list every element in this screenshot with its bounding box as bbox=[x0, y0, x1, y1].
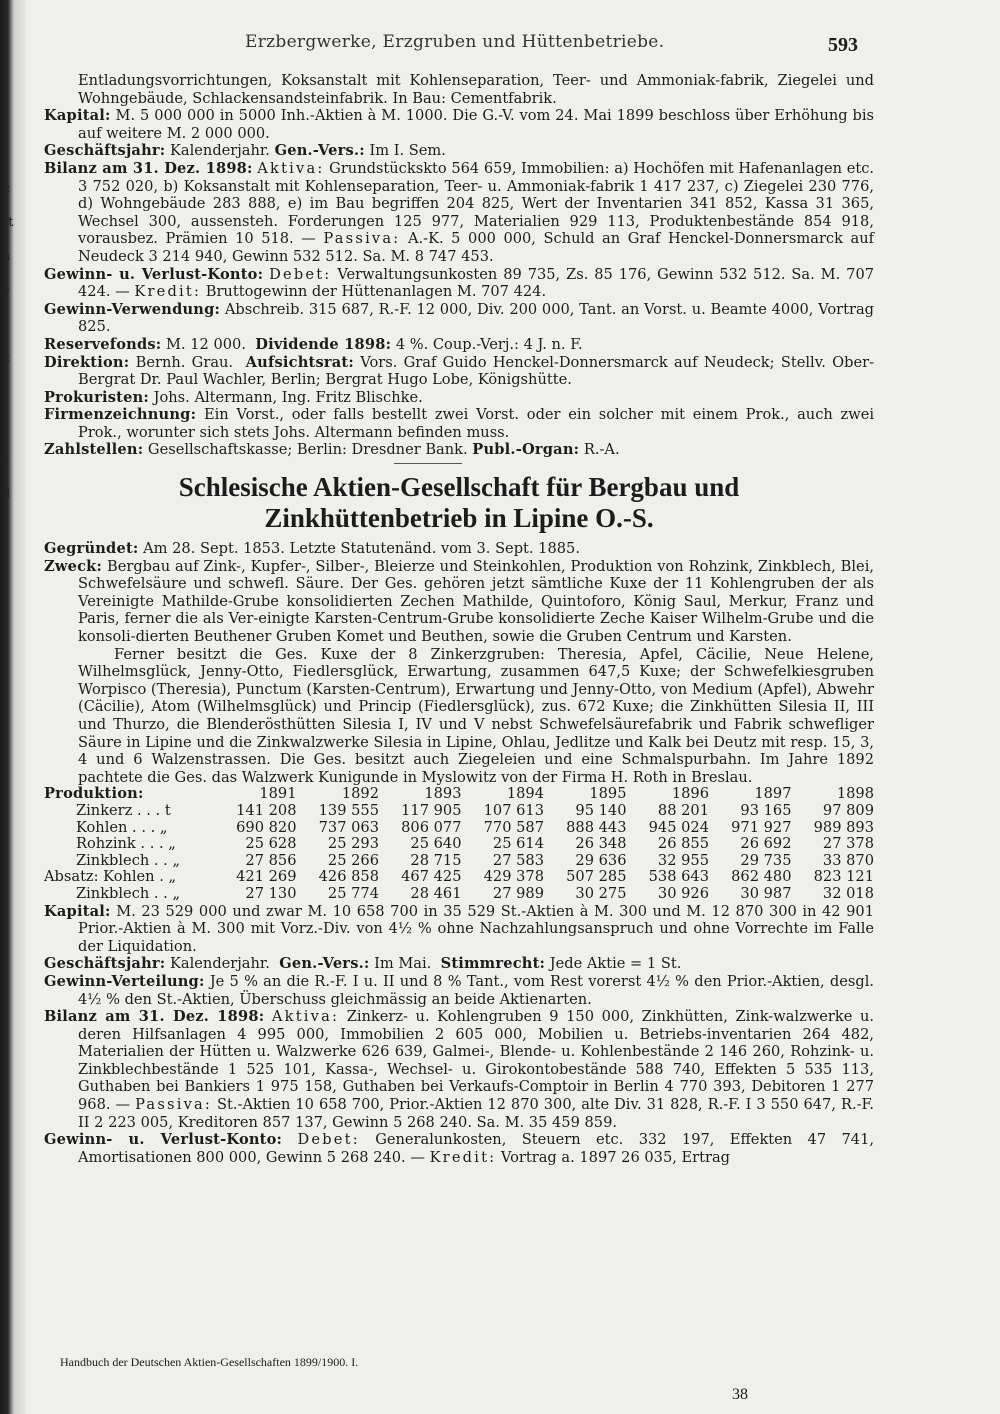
entry-text: Generalunkosten, Steuern etc. 332 197, Effekten 47 741, Amortisationen 800 000, Gewinn 5 268 240. — bbox=[78, 1131, 874, 1166]
label: Gewinn- u. Verlust-Konto: bbox=[44, 1131, 283, 1149]
label: Zahlstellen: bbox=[44, 441, 144, 459]
row-label: Zinkblech . . „ bbox=[76, 851, 181, 869]
adjacent-page-edge bbox=[0, 0, 26, 1414]
table-cell: 28 461 bbox=[410, 884, 462, 902]
table-cell: 30 275 bbox=[575, 884, 627, 902]
entry-zweck bbox=[44, 558, 874, 646]
production-table bbox=[44, 786, 874, 902]
label: Gen.-Vers.: bbox=[279, 955, 370, 973]
stub-mark: ; bbox=[2, 79, 7, 94]
table-cell: 117 905 bbox=[401, 801, 462, 819]
entry-text: Bernh. Grau. bbox=[135, 353, 234, 371]
entry-kapital bbox=[44, 903, 874, 956]
debet-label: Debet: bbox=[269, 265, 332, 283]
entry-text: Kalenderjahr. bbox=[170, 955, 270, 973]
stub-mark bbox=[2, 148, 20, 182]
label: Stimmrecht: bbox=[440, 955, 546, 973]
stub-mark: z bbox=[2, 453, 9, 468]
table-cell: 770 587 bbox=[483, 818, 544, 836]
label: Firmenzeichnung: bbox=[44, 406, 197, 424]
table-cell: 107 613 bbox=[483, 801, 544, 819]
label: Reservefonds: bbox=[44, 335, 162, 353]
table-cell: 989 893 bbox=[813, 818, 874, 836]
production-label-cell bbox=[44, 786, 214, 803]
label: Direktion: bbox=[44, 353, 130, 371]
adjacent-page-fragments bbox=[2, 80, 20, 522]
entry-text: M. 12 000. bbox=[166, 335, 246, 353]
table-cell: 426 858 bbox=[318, 868, 379, 886]
section-divider bbox=[394, 463, 462, 464]
company-title-line: Zinkhüttenbetrieb in Lipine O.-S. bbox=[264, 503, 654, 534]
page-header bbox=[0, 30, 1000, 60]
label: Bilanz am 31. Dez. 1898: bbox=[44, 1008, 265, 1026]
table-row bbox=[44, 820, 874, 837]
entry-text: Vors. Graf Guido Henckel-Donnersmarck auf Neudeck; Stellv. Ober-Bergrat Dr. Paul Wachler, Berlin; Bergrat Hugo Lobe, Königshütte. bbox=[78, 353, 874, 389]
table-cell: 806 077 bbox=[401, 818, 462, 836]
table-cell: 945 024 bbox=[648, 818, 709, 836]
label: Prokuristen: bbox=[44, 388, 149, 406]
entry-geschaeftsjahr bbox=[44, 142, 874, 160]
label: Gewinn-Verteilung: bbox=[44, 972, 205, 990]
table-cell: 141 208 bbox=[236, 801, 297, 819]
footer-handbook-title: Handbuch der Deutschen Aktien-Gesellschaften 1899/1900. I. bbox=[60, 1355, 359, 1369]
table-header-row bbox=[44, 786, 874, 803]
table-cell: 26 348 bbox=[575, 835, 627, 853]
table-cell: 737 063 bbox=[318, 818, 379, 836]
stub-mark bbox=[2, 114, 20, 148]
label: Aufsichtsrat: bbox=[245, 353, 354, 371]
table-cell: 971 927 bbox=[731, 818, 792, 836]
table-cell: 26 692 bbox=[740, 835, 792, 853]
company-title bbox=[44, 472, 874, 534]
entry-text: Gesellschaftskasse; Berlin: Dresdner Bank. bbox=[147, 441, 468, 459]
entry-text: A.-K. 5 000 000, Schuld an Graf Henckel-Donnersmarck auf Neudeck 3 214 940, Gewinn 532 512. Sa. M. 8 747 453. bbox=[78, 230, 874, 265]
entry-text: Abschreib. 315 687, R.-F. 12 000, Div. 200 000, Tant. an Vorst. u. Beamte 4000, Vortrag 825. bbox=[78, 300, 875, 336]
table-cell: 25 640 bbox=[410, 835, 462, 853]
entry-reservefonds bbox=[44, 336, 874, 354]
year-header: 1894 bbox=[506, 785, 544, 803]
stub-mark: t bbox=[2, 385, 8, 400]
table-cell: 25 774 bbox=[327, 884, 379, 902]
entry-gegruendet bbox=[44, 540, 874, 558]
aktiva-label: Aktiva: bbox=[271, 1008, 340, 1026]
stub-mark: rt bbox=[2, 215, 14, 230]
row-label: Absatz: Kohlen . „ bbox=[44, 868, 177, 886]
stub-mark: e bbox=[2, 283, 10, 298]
table-cell: 32 018 bbox=[822, 884, 874, 902]
page-number: 593 bbox=[828, 34, 858, 56]
entry-text: Bruttogewinn der Hüttenanlagen M. 707 424. bbox=[205, 283, 547, 301]
entry-text: Johs. Altermann, Ing. Fritz Blischke. bbox=[153, 388, 423, 406]
entry-text: Kalenderjahr. bbox=[170, 142, 270, 160]
entry-text: M. 5 000 000 in 5000 Inh.-Aktien à M. 1000. Die G.-V. vom 24. Mai 1899 beschloss über Erhöhung bis auf weitere M. 2 000 000. bbox=[78, 107, 874, 142]
kredit-label: Kredit: bbox=[134, 283, 202, 301]
stub-mark: r bbox=[2, 317, 9, 332]
previous-company-continuation: Entladungsvorrichtungen, Koksanstalt mit Kohlenseparation, Teer- und Ammoniak-fabrik, Ziegelei und Wohngebäude, Schlackensandsteinfabrik. In Bau: Cementfabrik. bbox=[78, 72, 874, 107]
year-header: 1895 bbox=[589, 785, 627, 803]
table-cell: 27 130 bbox=[245, 884, 297, 902]
table-row bbox=[44, 886, 874, 903]
table-cell: 28 715 bbox=[410, 851, 462, 869]
entry-text: 4 %. Coup.-Verj.: 4 J. n. F. bbox=[395, 335, 583, 353]
year-header: 1896 bbox=[671, 785, 709, 803]
label: Kapital: bbox=[44, 107, 111, 125]
table-cell: 507 285 bbox=[566, 868, 627, 886]
entry-text: Bergbau auf Zink-, Kupfer-, Silber-, Bleierze und Steinkohlen, Produktion von Rohzink, Zinkblech, Blei, Schwefelsäure und schwefl. Säure. Der Ges. gehören jetzt sämtliche Kuxe der 11 Kohlengruben der als Vereinigte Mathilde-Grube konsolidierten Zechen Mathilde, Quintoforo, König Saul, Merkur, Franz und Paris, ferner die als Ver-einigte Karsten-Centrum-Grube konsolidierte Zeche Kaiser Wilhelm-Grube und die konsoli-dierten Beuthener Gruben Komet und Beuthen, sowie die Gruben Centrum und Karsten. bbox=[78, 557, 875, 646]
passiva-label: Passiva: bbox=[323, 230, 401, 248]
table-cell: 25 628 bbox=[245, 835, 297, 853]
table-cell: 25 266 bbox=[327, 851, 379, 869]
table-cell: 690 820 bbox=[236, 818, 297, 836]
entry-text: Ein Vorst., oder falls bestellt zwei Vorst. oder ein solcher mit einem Prok., auch zwei Prok., worunter sich stets Johs. Altermann befinden muss. bbox=[78, 406, 875, 441]
company-title-line: Schlesische Aktien-Gesellschaft für Bergbau und bbox=[178, 472, 740, 503]
label: Geschäftsjahr: bbox=[44, 955, 166, 973]
table-cell: 27 856 bbox=[245, 851, 297, 869]
table-cell: 29 636 bbox=[575, 851, 627, 869]
entry-bilanz bbox=[44, 1008, 874, 1131]
table-cell: 32 955 bbox=[657, 851, 709, 869]
label: Gewinn-Verwendung: bbox=[44, 300, 221, 318]
table-cell: 95 140 bbox=[575, 801, 627, 819]
entry-gewinn-verteilung bbox=[44, 973, 874, 1008]
running-title: Erzbergwerke, Erzgruben und Hüttenbetriebe. bbox=[245, 32, 665, 52]
label: Produktion: bbox=[44, 785, 144, 803]
entry-prokuristen bbox=[44, 389, 874, 407]
label: Dividende 1898: bbox=[255, 335, 392, 353]
table-cell: 25 614 bbox=[492, 835, 544, 853]
row-label: Zinkblech . . „ bbox=[76, 884, 181, 902]
entry-firmenzeichnung bbox=[44, 406, 874, 441]
label: Gewinn- u. Verlust-Konto: bbox=[44, 265, 264, 283]
entry-text: Zinkerz- u. Kohlengruben 9 150 000, Zinkhütten, Zink-walzwerke u. deren Hilfsanlagen 4 995 000, Immobilien 2 605 000, Mobilien u. Betriebs-inventarien 264 482, Materialien der Hütten u. Walzwerke 626 639, Galmei-, Blende- u. Kohlenbestände 2 146 260, Rohzink- u. Zinkblechbestände 1 525 101, Kassa-, Wechsel- u. Girokontobestände 588 740, Effekten 5 535 113, Guthaben bei Bankiers 1 975 158, Guthaben bei Verkaufs-Comptoir in Berlin 4 770 393, Debitoren 1 277 968. — bbox=[78, 1008, 874, 1114]
table-cell: 862 480 bbox=[731, 868, 792, 886]
table-row bbox=[44, 869, 874, 886]
stub-mark: l: bbox=[2, 181, 11, 196]
label: Gen.-Vers.: bbox=[274, 142, 365, 160]
row-label: Rohzink . . . „ bbox=[76, 835, 176, 853]
entry-kapital bbox=[44, 107, 874, 142]
table-cell: 33 870 bbox=[822, 851, 874, 869]
entry-text: R.-A. bbox=[583, 441, 620, 459]
entry-gewinn-verlust-konto bbox=[44, 266, 874, 301]
entry-direktion bbox=[44, 354, 874, 389]
row-label: Zinkerz . . . t bbox=[76, 801, 171, 819]
label: Kapital: bbox=[44, 902, 111, 920]
table-cell: 30 926 bbox=[657, 884, 709, 902]
entry-text: Am 28. Sept. 1853. Letzte Statutenänd. vom 3. Sept. 1885. bbox=[143, 540, 580, 558]
table-row bbox=[44, 836, 874, 853]
year-header: 1892 bbox=[341, 785, 379, 803]
entry-gewinn-verwendung bbox=[44, 301, 874, 336]
stub-mark: l: bbox=[2, 351, 11, 366]
entry-text: Je 5 % an die R.-F. I u. II und 8 % Tant., vom Rest vorerst 4½ % den Prior.-Aktien, desgl. 4½ % den St.-Aktien, Überschuss gleichmässig an beide Aktienarten. bbox=[78, 972, 874, 1008]
passiva-label: Passiva: bbox=[135, 1096, 213, 1114]
entry-geschaeftsjahr bbox=[44, 955, 874, 973]
stub-mark: h bbox=[2, 249, 11, 264]
sheet-signature: 38 bbox=[732, 1386, 748, 1403]
table-cell: 27 378 bbox=[822, 835, 874, 853]
year-header: 1893 bbox=[424, 785, 462, 803]
page-content bbox=[44, 72, 874, 1166]
table-row bbox=[44, 853, 874, 870]
table-cell: 429 378 bbox=[483, 868, 544, 886]
table-cell: 888 443 bbox=[566, 818, 627, 836]
entry-text: Im Mai. bbox=[374, 955, 432, 973]
label: Gegründet: bbox=[44, 540, 139, 558]
entry-text: M. 23 529 000 und zwar M. 10 658 700 in 35 529 St.-Aktien à M. 300 und M. 12 870 300 in 42 901 Prior.-Aktien à M. 300 mit Vorz.-Div. von 4½ % ohne Nachzahlungsanspruch und ohne Vorrechte im Falle der Liquidation. bbox=[78, 902, 875, 955]
paragraph-ferner: Ferner besitzt die Ges. Kuxe der 8 Zinkerzgruben: Theresia, Apfel, Cäcilie, Neue Helene, Wilhelmsglück, Jenny-Otto, Fiedlersglück, Erwartung, zusammen 647,5 Kuxe; der Schwefelkiesgruben Worpisco (Theresia), Punctum (Karsten-Centrum), Erwartung und Jenny-Otto, von Medium (Apfel), Abwehr (Cäcilie), Atom (Wilhelmsglück) und Princip (Fiedlersglück), zus. 672 Kuxe; die Zinkhütten Silesia II, III und Thurzo, die Blenderösthütten Silesia I, IV und V nebst Schwefelsäurefabrik und Fabrik schwefliger Säure in Lipine und die Zinkwalzwerke Silesia in Lipine, Ohlau, Jedlitze und Kalk bei Deutz mit resp. 15, 3, 4 und 6 Walzenstrassen. Die Ges. besitzt auch Ziegeleien und eine Schmalspurbahn. Im Jahre 1892 pachtete die Ges. das Walzwerk Kunigunde in Myslowitz von der Firma H. Roth in Breslau. bbox=[78, 645, 874, 786]
aktiva-label: Aktiva: bbox=[257, 159, 325, 177]
entry-text: Verwaltungsunkosten 89 735, Zs. 85 176, Gewinn 532 512. Sa. M. 707 424. — bbox=[78, 265, 875, 301]
kredit-label: Kredit: bbox=[429, 1148, 497, 1166]
entry-text: Im I. Sem. bbox=[369, 142, 446, 160]
year-header: 1897 bbox=[754, 785, 792, 803]
table-cell: 29 735 bbox=[740, 851, 792, 869]
table-cell: 139 555 bbox=[318, 801, 379, 819]
table-cell: 823 121 bbox=[813, 868, 874, 886]
table-row bbox=[44, 803, 874, 820]
label: Geschäftsjahr: bbox=[44, 142, 166, 160]
table-cell: 421 269 bbox=[236, 868, 297, 886]
row-label: Kohlen . . . „ bbox=[76, 818, 168, 836]
table-cell: 25 293 bbox=[327, 835, 379, 853]
table-cell: 27 583 bbox=[492, 851, 544, 869]
stub-mark: il bbox=[2, 487, 11, 502]
entry-text: Jede Aktie = 1 St. bbox=[549, 955, 682, 973]
table-cell: 93 165 bbox=[740, 801, 792, 819]
entry-text: Grundstückskto 564 659, Immobilien: a) Hochöfen mit Hafenanlagen etc. 3 752 020, b) Koksanstalt mit Kohlenseparation, Teer- u. Ammoniak-fabrik 1 417 237, c) Ziegelei 230 776, d) Wohngebäude 283 888, e) im Bau begriffen 204 825, Wert der Inventarien 341 852, Kassa 31 365, Wechsel 300, aussensteh. Forderungen 125 977, Materialien 929 113, Produktenbestände 854 918, vorausbez. Prämien 10 518. — bbox=[78, 159, 875, 248]
label: Zweck: bbox=[44, 557, 103, 575]
label: Publ.-Organ: bbox=[472, 441, 580, 459]
table-cell: 26 855 bbox=[657, 835, 709, 853]
stub-mark: / bbox=[2, 419, 7, 434]
entry-text: Vortrag a. 1897 26 035, Ertrag bbox=[500, 1148, 731, 1166]
year-header: 1891 bbox=[259, 785, 297, 803]
entry-text: St.-Aktien 10 658 700, Prior.-Aktien 12 870 300, alte Div. 31 828, R.-F. I 3 550 647, R.-F. II 2 223 005, Kreditoren 857 137, Gewinn 5 268 240. Sa. M. 35 459 859. bbox=[78, 1096, 875, 1131]
entry-bilanz bbox=[44, 160, 874, 266]
table-cell: 30 987 bbox=[740, 884, 792, 902]
label: Bilanz am 31. Dez. 1898: bbox=[44, 159, 253, 177]
debet-label: Debet: bbox=[297, 1131, 360, 1149]
table-cell: 97 809 bbox=[822, 801, 874, 819]
entry-zahlstellen bbox=[44, 441, 874, 459]
table-cell: 88 201 bbox=[657, 801, 709, 819]
year-header: 1898 bbox=[836, 785, 874, 803]
table-cell: 467 425 bbox=[401, 868, 462, 886]
entry-gewinn-verlust-konto bbox=[44, 1131, 874, 1166]
table-cell: 27 989 bbox=[492, 884, 544, 902]
table-cell: 538 643 bbox=[648, 868, 709, 886]
